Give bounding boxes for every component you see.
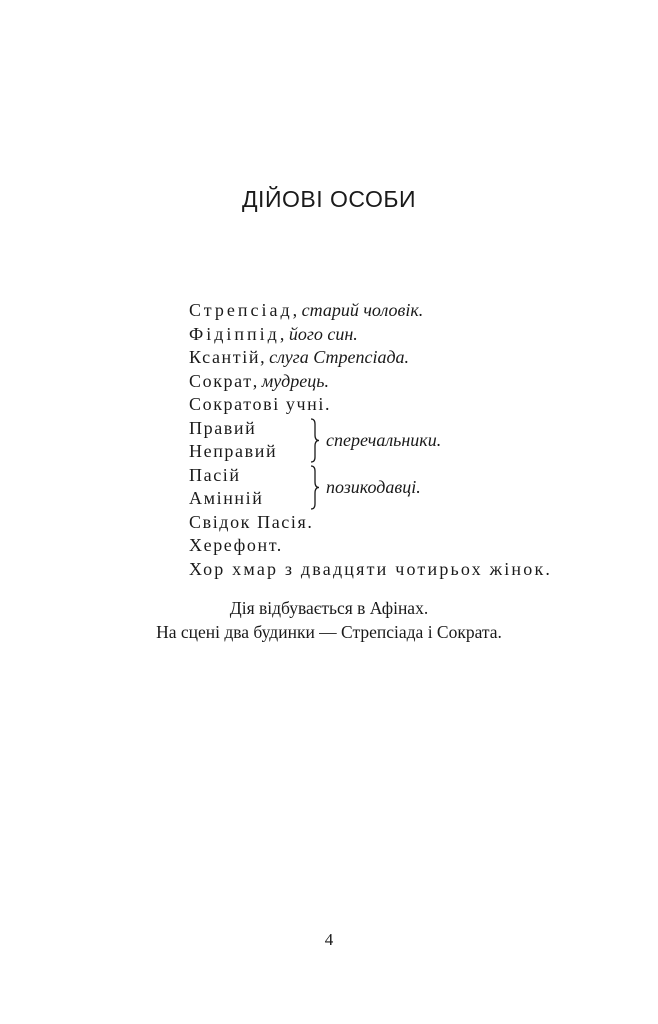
cast-entry-students [189, 393, 552, 417]
character-description: його син. [288, 323, 358, 344]
character-name: Сократ [189, 370, 253, 391]
cast-entry-ksantiy [189, 346, 552, 370]
character-name: Амінній [189, 488, 264, 508]
cast-group-debaters [189, 417, 552, 464]
group-description: сперечальники. [326, 429, 442, 450]
group-description: позикодавці. [326, 476, 421, 497]
character-description: мудрець. [261, 370, 329, 391]
character-name: Хор хмар з двадцяти чотирьох жінок. [189, 558, 553, 579]
character-name: Стрепсіад [189, 300, 293, 320]
character-name: Свідок Пасія. [189, 511, 314, 532]
character-name: Правий [189, 417, 257, 438]
cast-entry-chorus [189, 558, 552, 582]
character-description: старий чоловік. [301, 300, 424, 320]
character-name: Сократові учні. [189, 394, 332, 414]
cast-entry-kherefont [189, 534, 552, 558]
curly-brace-icon [309, 464, 321, 511]
cast-list [189, 299, 552, 581]
curly-brace-icon [309, 417, 321, 464]
cast-entry-strepsiad [189, 299, 552, 323]
setting-line-2: На сцені два будинки — Стрепсіада і Сократа. [156, 622, 502, 642]
page-title: ДІЙОВІ ОСОБИ [241, 186, 417, 212]
character-name: Неправий [189, 441, 278, 461]
separator: , [292, 300, 302, 320]
separator: , [252, 370, 262, 391]
character-name: Ксантій [189, 347, 261, 367]
cast-group-lenders [189, 464, 552, 511]
separator: , [279, 323, 289, 344]
page-number: 4 [324, 930, 334, 949]
character-name: Пасій [189, 464, 241, 485]
character-description: слуга Стрепсіада. [269, 347, 410, 367]
character-name: Фідіппід [189, 323, 280, 344]
character-name: Херефонт. [189, 535, 283, 555]
separator: , [260, 347, 270, 367]
setting-line-1: Дія відбувається в Афінах. [229, 598, 429, 618]
cast-entry-witness [189, 511, 552, 535]
cast-entry-fidippid [189, 323, 552, 347]
cast-entry-sokrat [189, 370, 552, 394]
